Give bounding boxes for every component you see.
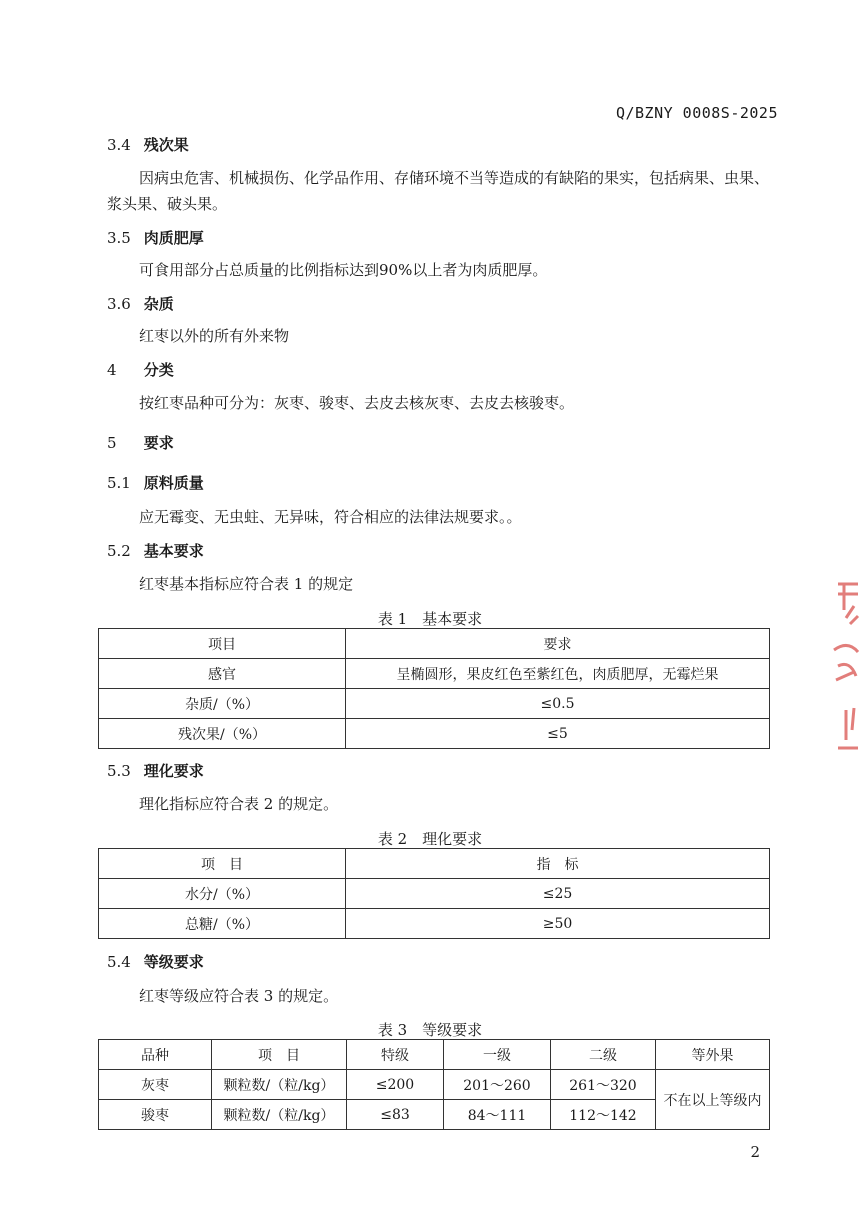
table-header-row bbox=[99, 849, 770, 879]
section-3-4-body: 因病虫危害、机械损伤、化学品作用、存储环境不当等造成的有缺陷的果实，包括病果、虫果、浆头果、破头果。 bbox=[107, 169, 770, 213]
table-row bbox=[99, 659, 770, 689]
table-header-cell: 项 目 bbox=[212, 1040, 347, 1070]
table-header-cell: 特级 bbox=[347, 1040, 444, 1070]
section-title: 要求 bbox=[143, 434, 174, 452]
table-header-cell: 一级 bbox=[444, 1040, 551, 1070]
section-number: 5.2 bbox=[107, 542, 131, 560]
table-cell: ≤83 bbox=[347, 1100, 444, 1130]
table-cell: 骏枣 bbox=[99, 1100, 212, 1130]
section-number: 5 bbox=[107, 434, 117, 452]
table-header-cell: 项 目 bbox=[99, 849, 346, 879]
section-3-5-heading bbox=[107, 227, 204, 248]
section-title: 基本要求 bbox=[143, 542, 204, 560]
standard-code: Q/BZNY 0008S-2025 bbox=[615, 104, 778, 122]
table-header-row bbox=[99, 629, 770, 659]
table-cell: ≤25 bbox=[346, 879, 770, 909]
table-3-caption: 表 3 等级要求 bbox=[377, 1021, 483, 1039]
section-title: 原料质量 bbox=[143, 474, 204, 492]
seal-stamp-icon bbox=[824, 580, 860, 750]
table-header-row bbox=[99, 1040, 770, 1070]
section-title: 残次果 bbox=[143, 136, 189, 154]
table-cell: ≤0.5 bbox=[346, 689, 770, 719]
section-number: 4 bbox=[107, 361, 117, 379]
section-number: 5.1 bbox=[107, 474, 131, 492]
table-header-cell: 二级 bbox=[551, 1040, 656, 1070]
table-row bbox=[99, 909, 770, 939]
table-header-cell: 等外果 bbox=[656, 1040, 770, 1070]
table-cell: ≤5 bbox=[346, 719, 770, 749]
table-row bbox=[99, 1070, 770, 1100]
section-5-4-heading bbox=[107, 951, 204, 972]
section-4-body: 按红枣品种可分为：灰枣、骏枣、去皮去核灰枣、去皮去核骏枣。 bbox=[139, 394, 575, 412]
table-2-physicochemical bbox=[98, 848, 770, 939]
section-3-6-body: 红枣以外的所有外来物 bbox=[139, 327, 290, 345]
section-5-1-body: 应无霉变、无虫蛀、无异味，符合相应的法律法规要求。。 bbox=[139, 508, 522, 526]
section-5-1-heading bbox=[107, 472, 204, 493]
table-cell: 感官 bbox=[99, 659, 346, 689]
table-3-grade-requirements bbox=[98, 1039, 770, 1130]
table-row bbox=[99, 719, 770, 749]
section-3-6-heading bbox=[107, 293, 174, 314]
table-2-caption: 表 2 理化要求 bbox=[377, 830, 483, 848]
table-header-cell: 品种 bbox=[99, 1040, 212, 1070]
section-5-2-body: 红枣基本指标应符合表 1 的规定 bbox=[139, 575, 354, 593]
section-5-4-body: 红枣等级应符合表 3 的规定。 bbox=[139, 987, 339, 1005]
section-number: 3.4 bbox=[107, 136, 131, 154]
table-1-basic-requirements bbox=[98, 628, 770, 749]
section-5-3-heading bbox=[107, 760, 204, 781]
table-cell-merged: 不在以上等级内 bbox=[656, 1070, 770, 1130]
section-title: 等级要求 bbox=[143, 953, 204, 971]
table-header-cell: 项目 bbox=[99, 629, 346, 659]
table-cell: 杂质/（%） bbox=[99, 689, 346, 719]
table-cell: 201～260 bbox=[444, 1070, 551, 1100]
table-cell: 水分/（%） bbox=[99, 879, 346, 909]
section-title: 理化要求 bbox=[143, 762, 204, 780]
table-cell: 呈椭圆形，果皮红色至紫红色，肉质肥厚，无霉烂果 bbox=[346, 659, 770, 689]
table-cell: 颗粒数/（粒/kg） bbox=[212, 1100, 347, 1130]
section-4-heading bbox=[107, 359, 174, 380]
page-number: 2 bbox=[750, 1143, 760, 1161]
section-title: 杂质 bbox=[143, 295, 174, 313]
section-5-3-body: 理化指标应符合表 2 的规定。 bbox=[139, 795, 339, 813]
table-cell: 84～111 bbox=[444, 1100, 551, 1130]
table-cell: ≤200 bbox=[347, 1070, 444, 1100]
section-5-heading bbox=[107, 432, 174, 453]
section-number: 3.6 bbox=[107, 295, 131, 313]
section-3-4-heading bbox=[107, 134, 189, 155]
table-cell: 总糖/（%） bbox=[99, 909, 346, 939]
section-title: 肉质肥厚 bbox=[143, 229, 204, 247]
table-row bbox=[99, 689, 770, 719]
section-5-2-heading bbox=[107, 540, 204, 561]
section-3-5-body: 可食用部分占总质量的比例指标达到90%以上者为肉质肥厚。 bbox=[139, 261, 548, 279]
section-number: 5.4 bbox=[107, 953, 131, 971]
table-cell: ≥50 bbox=[346, 909, 770, 939]
table-cell: 261～320 bbox=[551, 1070, 656, 1100]
table-header-cell: 要求 bbox=[346, 629, 770, 659]
table-cell: 112～142 bbox=[551, 1100, 656, 1130]
section-title: 分类 bbox=[143, 361, 174, 379]
table-1-caption: 表 1 基本要求 bbox=[377, 610, 483, 628]
table-cell: 残次果/（%） bbox=[99, 719, 346, 749]
section-number: 5.3 bbox=[107, 762, 131, 780]
table-row bbox=[99, 879, 770, 909]
table-cell: 颗粒数/（粒/kg） bbox=[212, 1070, 347, 1100]
section-number: 3.5 bbox=[107, 229, 131, 247]
table-cell: 灰枣 bbox=[99, 1070, 212, 1100]
table-header-cell: 指 标 bbox=[346, 849, 770, 879]
